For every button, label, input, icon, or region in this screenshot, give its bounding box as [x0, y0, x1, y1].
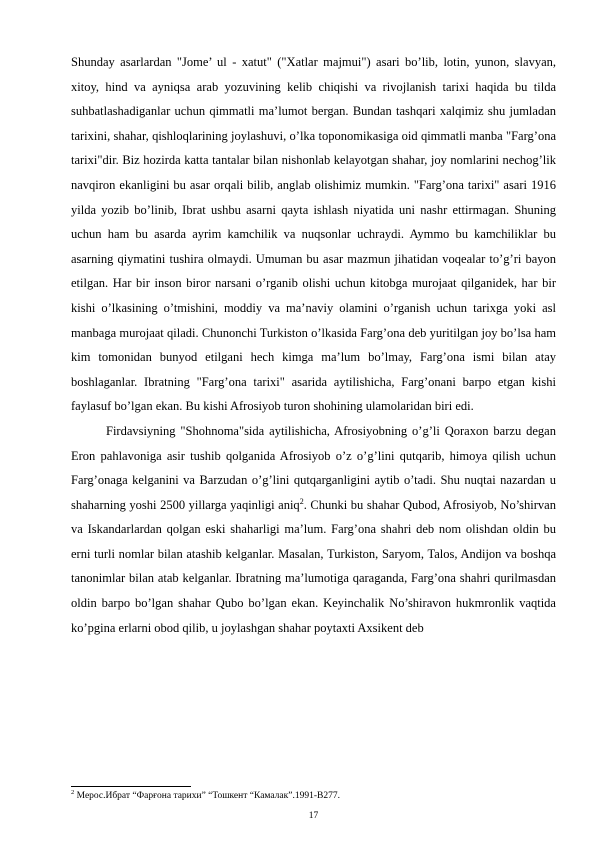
paragraph-2-text-after-note: . Chunki bu shahar Qubod, Afrosiyob, No’shirvan va Iskandarlardan qolgan eski shaharligi ma’lum. Farg’ona shahri deb nom olishdan oldin bu erni turli nomlar bilan atashib kelganlar. Masalan, Turkiston, Saryom, Talos, Andijon va boshqa tanonimlar bilan atab kelganlar. Ibratning ma’lumotiga qaraganda, Farg’ona shahri qurilmasdan oldin barpo bo’lgan shahar Qubo bo’lgan ekan. Keyinchalik No’shiravon hukmronlik vaqtida ko’pgina erlarni obod qilib, u joylashgan shahar poytaxti Axsikent deb	[71, 497, 556, 635]
body-text	[71, 50, 556, 640]
page-number: 17	[308, 811, 319, 821]
footnote-reference[interactable]: 2	[299, 496, 304, 506]
paragraph-2-text-before-note: Firdavsiyning "Shohnoma"sida aytilishicha, Afrosiyobning o’g’li Qoraxon barzu degan Eron pahlavoniga asir tushib qolganida Afrosiyob o’z o’g’lini qutqarib, himoya qilish uchun Farg’onaga kelganini va Barzudan o’g’lini qutqarganligini aytib o’tadi. Shu nuqtai nazardan u shaharning yoshi 2500 yillarga yaqinligi aniq	[71, 423, 556, 512]
footnote-marker: 2	[71, 788, 75, 796]
footnote-divider	[71, 786, 191, 787]
footnote-text: Мерос.Ибрат “Фарғона тарихи” “Тошкент “Камалак”.1991-В277.	[74, 791, 340, 801]
footnote	[71, 790, 556, 802]
paragraph-2	[71, 419, 556, 640]
paragraph-1: Shunday asarlardan "Jome’ ul - xatut" ("Xatlar majmui") asari bo’lib, lotin, yunon, slavyan, xitoy, hind va ayniqsa arab yozuvining kelib chiqishi va rivojlanish tarixi haqida bu tilda suhbatlashadiganlar uchun qimmatli ma’lumot bergan. Bundan tashqari xalqimiz shu jumladan tarixini, shahar, qishloqlarining joylashuvi, o’lka toponomikasiga oid qimmatli manba "Farg’ona tarixi"dir. Biz hozirda katta tantalar bilan nishonlab kelayotgan shahar, joy nomlarini nechog’lik navqiron ekanligini bu asar orqali bilib, anglab olishimiz mumkin. "Farg’ona tarixi" asari 1916 yilda yozib bo’linib, Ibrat ushbu asarni qayta ishlash niyatida uni nashr ettirmagan. Shuning uchun ham bu asarda ayrim kamchilik va nuqsonlar uchraydi. Aymmo bu kamchiliklar bu asarning qiymatini tushira olmaydi. Umuman bu asar mazmun jihatidan voqealar to’g’ri bayon etilgan. Har bir inson biror narsani o’rganib olishi uchun kitobga murojaat qilganidek, har bir kishi o’lkasining o’tmishini, moddiy va ma’naviy olamini o’rganish uchun tarixga yoki asl manbaga murojaat qiladi. Chunonchi Turkiston o’lkasida Farg’ona deb yuritilgan joy bo’lsa ham kim tomonidan bunyod etilgani hech kimga ma’lum bo’lmay, Farg’ona ismi bilan atay boshlaganlar. Ibratning "Farg’ona tarixi" asarida aytilishicha, Farg’onani barpo etgan kishi faylasuf bo’lgan ekan. Bu kishi Afrosiyob turon shohining ulamolaridan biri edi.	[71, 55, 556, 414]
